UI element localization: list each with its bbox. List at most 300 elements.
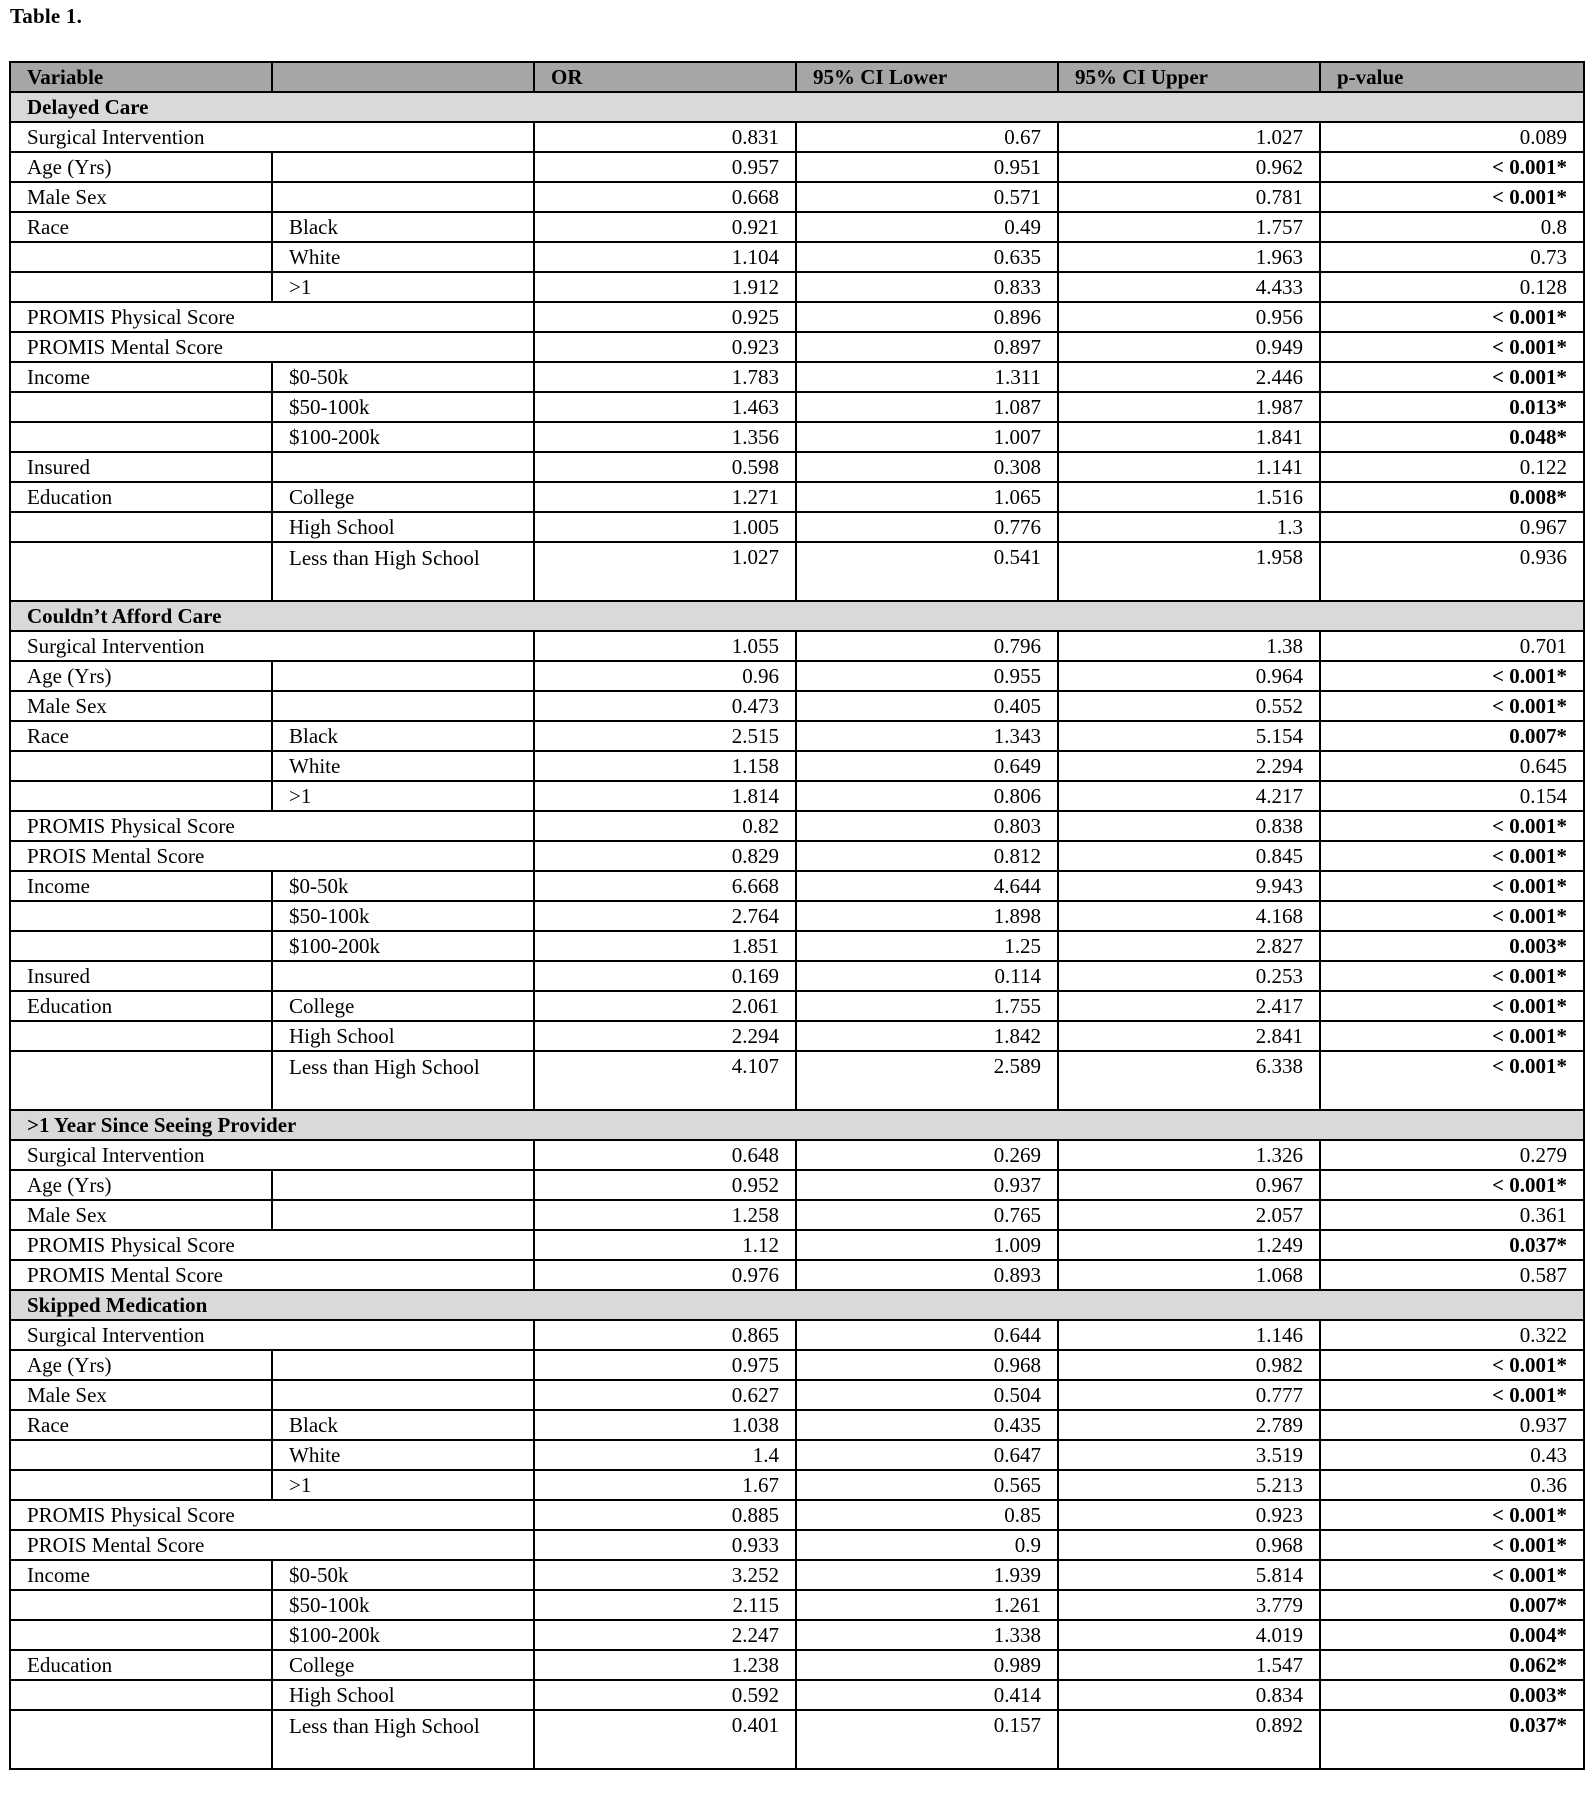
section-title: Skipped Medication: [10, 1290, 1584, 1320]
p-value-cell: 0.701: [1320, 631, 1584, 661]
or-cell: 0.96: [534, 661, 796, 691]
variable-cell: [10, 1710, 272, 1769]
subcategory-cell: College: [272, 991, 534, 1021]
variable-cell: PROMIS Physical Score: [10, 811, 534, 841]
ci-lower-cell: 1.009: [796, 1230, 1058, 1260]
ci-lower-cell: 0.937: [796, 1170, 1058, 1200]
p-value-cell: < 0.001*: [1320, 182, 1584, 212]
p-value-cell: 0.004*: [1320, 1620, 1584, 1650]
or-cell: 1.271: [534, 482, 796, 512]
p-value-cell: < 0.001*: [1320, 1021, 1584, 1051]
header-ci-lower: 95% CI Lower: [796, 62, 1058, 92]
ci-upper-cell: 5.213: [1058, 1470, 1320, 1500]
subcategory-cell: [272, 961, 534, 991]
table-row: [10, 1350, 1584, 1380]
ci-lower-cell: 1.087: [796, 392, 1058, 422]
ci-upper-cell: 1.326: [1058, 1140, 1320, 1170]
variable-cell: Education: [10, 482, 272, 512]
table-row: [10, 901, 1584, 931]
ci-lower-cell: 2.589: [796, 1051, 1058, 1110]
variable-cell: Age (Yrs): [10, 1350, 272, 1380]
ci-lower-cell: 1.842: [796, 1021, 1058, 1051]
ci-upper-cell: 0.923: [1058, 1500, 1320, 1530]
ci-lower-cell: 0.812: [796, 841, 1058, 871]
or-cell: 0.865: [534, 1320, 796, 1350]
or-cell: 1.67: [534, 1470, 796, 1500]
or-cell: 1.038: [534, 1410, 796, 1440]
variable-cell: [10, 422, 272, 452]
p-value-cell: 0.43: [1320, 1440, 1584, 1470]
or-cell: 1.912: [534, 272, 796, 302]
p-value-cell: 0.003*: [1320, 931, 1584, 961]
subcategory-cell: High School: [272, 1021, 534, 1051]
p-value-cell: < 0.001*: [1320, 871, 1584, 901]
p-value-cell: 0.36: [1320, 1470, 1584, 1500]
p-value-cell: < 0.001*: [1320, 841, 1584, 871]
variable-cell: PROIS Mental Score: [10, 1530, 534, 1560]
or-cell: 0.957: [534, 152, 796, 182]
p-value-cell: 0.062*: [1320, 1650, 1584, 1680]
table-row: [10, 182, 1584, 212]
table-row: [10, 302, 1584, 332]
or-cell: 1.158: [534, 751, 796, 781]
subcategory-cell: White: [272, 242, 534, 272]
table-row: [10, 631, 1584, 661]
or-cell: 1.851: [534, 931, 796, 961]
p-value-cell: 0.007*: [1320, 1590, 1584, 1620]
table-header: [10, 62, 1584, 92]
table-row: [10, 272, 1584, 302]
ci-lower-cell: 1.261: [796, 1590, 1058, 1620]
p-value-cell: 0.007*: [1320, 721, 1584, 751]
variable-cell: Age (Yrs): [10, 1170, 272, 1200]
or-cell: 4.107: [534, 1051, 796, 1110]
p-value-cell: < 0.001*: [1320, 332, 1584, 362]
table-row: [10, 1410, 1584, 1440]
ci-lower-cell: 0.989: [796, 1650, 1058, 1680]
ci-upper-cell: 6.338: [1058, 1051, 1320, 1110]
subcategory-cell: $50-100k: [272, 901, 534, 931]
or-cell: 0.921: [534, 212, 796, 242]
ci-upper-cell: 4.433: [1058, 272, 1320, 302]
p-value-cell: < 0.001*: [1320, 1500, 1584, 1530]
ci-upper-cell: 0.967: [1058, 1170, 1320, 1200]
ci-upper-cell: 0.962: [1058, 152, 1320, 182]
or-cell: 2.515: [534, 721, 796, 751]
subcategory-cell: $0-50k: [272, 871, 534, 901]
table-row: [10, 1140, 1584, 1170]
table-row: [10, 482, 1584, 512]
p-value-cell: 0.8: [1320, 212, 1584, 242]
or-cell: 1.258: [534, 1200, 796, 1230]
variable-cell: Surgical Intervention: [10, 1140, 534, 1170]
or-cell: 1.005: [534, 512, 796, 542]
ci-upper-cell: 1.841: [1058, 422, 1320, 452]
table-row: [10, 1380, 1584, 1410]
subcategory-cell: [272, 182, 534, 212]
table-row: [10, 1021, 1584, 1051]
or-cell: 1.238: [534, 1650, 796, 1680]
subcategory-cell: $100-200k: [272, 931, 534, 961]
table-row: [10, 1320, 1584, 1350]
ci-upper-cell: 2.789: [1058, 1410, 1320, 1440]
p-value-cell: 0.322: [1320, 1320, 1584, 1350]
table-row: [10, 781, 1584, 811]
ci-lower-cell: 1.007: [796, 422, 1058, 452]
ci-upper-cell: 4.217: [1058, 781, 1320, 811]
ci-lower-cell: 1.25: [796, 931, 1058, 961]
variable-cell: PROMIS Mental Score: [10, 1260, 534, 1290]
subcategory-cell: Less than High School: [272, 1710, 534, 1769]
variable-cell: Income: [10, 1560, 272, 1590]
ci-upper-cell: 4.168: [1058, 901, 1320, 931]
header-row: [10, 62, 1584, 92]
or-cell: 2.294: [534, 1021, 796, 1051]
ci-lower-cell: 1.311: [796, 362, 1058, 392]
p-value-cell: 0.361: [1320, 1200, 1584, 1230]
or-cell: 2.247: [534, 1620, 796, 1650]
or-cell: 1.356: [534, 422, 796, 452]
ci-upper-cell: 0.253: [1058, 961, 1320, 991]
p-value-cell: 0.936: [1320, 542, 1584, 601]
or-cell: 0.82: [534, 811, 796, 841]
variable-cell: PROMIS Physical Score: [10, 302, 534, 332]
variable-cell: Surgical Intervention: [10, 631, 534, 661]
table-row: [10, 931, 1584, 961]
or-cell: 0.952: [534, 1170, 796, 1200]
ci-upper-cell: 5.154: [1058, 721, 1320, 751]
ci-upper-cell: 1.38: [1058, 631, 1320, 661]
ci-lower-cell: 1.065: [796, 482, 1058, 512]
p-value-cell: 0.008*: [1320, 482, 1584, 512]
subcategory-cell: White: [272, 751, 534, 781]
ci-upper-cell: 1.027: [1058, 122, 1320, 152]
variable-cell: [10, 542, 272, 601]
ci-lower-cell: 0.896: [796, 302, 1058, 332]
table-row: [10, 661, 1584, 691]
subcategory-cell: White: [272, 1440, 534, 1470]
ci-upper-cell: 0.777: [1058, 1380, 1320, 1410]
table-caption: Table 1.: [10, 4, 83, 28]
variable-cell: [10, 1680, 272, 1710]
ci-lower-cell: 0.67: [796, 122, 1058, 152]
ci-lower-cell: 0.49: [796, 212, 1058, 242]
table-row: [10, 1530, 1584, 1560]
table-row: [10, 1710, 1584, 1769]
or-cell: 1.104: [534, 242, 796, 272]
or-cell: 2.764: [534, 901, 796, 931]
variable-cell: [10, 1590, 272, 1620]
table-row: [10, 1170, 1584, 1200]
table-row: [10, 1200, 1584, 1230]
subcategory-cell: [272, 1350, 534, 1380]
ci-lower-cell: 0.9: [796, 1530, 1058, 1560]
ci-lower-cell: 0.833: [796, 272, 1058, 302]
ci-upper-cell: 3.519: [1058, 1440, 1320, 1470]
variable-cell: Age (Yrs): [10, 152, 272, 182]
p-value-cell: < 0.001*: [1320, 1380, 1584, 1410]
p-value-cell: < 0.001*: [1320, 1560, 1584, 1590]
p-value-cell: < 0.001*: [1320, 961, 1584, 991]
p-value-cell: 0.937: [1320, 1410, 1584, 1440]
ci-lower-cell: 0.541: [796, 542, 1058, 601]
subcategory-cell: High School: [272, 1680, 534, 1710]
subcategory-cell: >1: [272, 781, 534, 811]
variable-cell: [10, 901, 272, 931]
variable-cell: Education: [10, 1650, 272, 1680]
ci-lower-cell: 0.157: [796, 1710, 1058, 1769]
ci-upper-cell: 1.068: [1058, 1260, 1320, 1290]
or-cell: 0.976: [534, 1260, 796, 1290]
or-cell: 0.975: [534, 1350, 796, 1380]
table-row: [10, 332, 1584, 362]
table-row: [10, 542, 1584, 601]
ci-upper-cell: 1.3: [1058, 512, 1320, 542]
or-cell: 0.933: [534, 1530, 796, 1560]
table-row: [10, 1260, 1584, 1290]
or-cell: 1.12: [534, 1230, 796, 1260]
p-value-cell: 0.089: [1320, 122, 1584, 152]
variable-cell: [10, 242, 272, 272]
ci-lower-cell: 0.114: [796, 961, 1058, 991]
ci-upper-cell: 0.838: [1058, 811, 1320, 841]
ci-lower-cell: 0.635: [796, 242, 1058, 272]
p-value-cell: < 0.001*: [1320, 691, 1584, 721]
header-p-value: p-value: [1320, 62, 1584, 92]
table-row: [10, 871, 1584, 901]
ci-upper-cell: 1.958: [1058, 542, 1320, 601]
subcategory-cell: Black: [272, 1410, 534, 1440]
odds-ratio-table: [9, 61, 1585, 1770]
table-body: [10, 92, 1584, 1769]
ci-lower-cell: 0.806: [796, 781, 1058, 811]
variable-cell: Education: [10, 991, 272, 1021]
table-row: [10, 422, 1584, 452]
subcategory-cell: [272, 152, 534, 182]
p-value-cell: 0.967: [1320, 512, 1584, 542]
section-title: Couldn’t Afford Care: [10, 601, 1584, 631]
subcategory-cell: College: [272, 482, 534, 512]
table-row: [10, 212, 1584, 242]
variable-cell: [10, 1440, 272, 1470]
ci-upper-cell: 3.779: [1058, 1590, 1320, 1620]
subcategory-cell: $50-100k: [272, 1590, 534, 1620]
variable-cell: Age (Yrs): [10, 661, 272, 691]
variable-cell: [10, 781, 272, 811]
ci-upper-cell: 1.757: [1058, 212, 1320, 242]
table-row: [10, 362, 1584, 392]
ci-lower-cell: 0.571: [796, 182, 1058, 212]
p-value-cell: 0.587: [1320, 1260, 1584, 1290]
variable-cell: [10, 751, 272, 781]
ci-lower-cell: 0.308: [796, 452, 1058, 482]
table-row: [10, 751, 1584, 781]
table-row: [10, 122, 1584, 152]
table-row: [10, 1440, 1584, 1470]
or-cell: 0.923: [534, 332, 796, 362]
ci-lower-cell: 0.405: [796, 691, 1058, 721]
subcategory-cell: [272, 691, 534, 721]
variable-cell: PROMIS Physical Score: [10, 1500, 534, 1530]
ci-lower-cell: 1.898: [796, 901, 1058, 931]
p-value-cell: < 0.001*: [1320, 302, 1584, 332]
table-row: [10, 1650, 1584, 1680]
variable-cell: [10, 1620, 272, 1650]
p-value-cell: < 0.001*: [1320, 811, 1584, 841]
p-value-cell: < 0.001*: [1320, 991, 1584, 1021]
variable-cell: [10, 931, 272, 961]
section-row: [10, 601, 1584, 631]
p-value-cell: < 0.001*: [1320, 1350, 1584, 1380]
or-cell: 0.648: [534, 1140, 796, 1170]
table-row: [10, 1680, 1584, 1710]
ci-lower-cell: 0.649: [796, 751, 1058, 781]
ci-upper-cell: 0.834: [1058, 1680, 1320, 1710]
variable-cell: Race: [10, 212, 272, 242]
ci-upper-cell: 0.845: [1058, 841, 1320, 871]
or-cell: 0.885: [534, 1500, 796, 1530]
ci-upper-cell: 0.956: [1058, 302, 1320, 332]
ci-upper-cell: 1.146: [1058, 1320, 1320, 1350]
table-row: [10, 1560, 1584, 1590]
ci-lower-cell: 0.796: [796, 631, 1058, 661]
table-row: [10, 961, 1584, 991]
subcategory-cell: >1: [272, 272, 534, 302]
subcategory-cell: High School: [272, 512, 534, 542]
table-row: [10, 512, 1584, 542]
subcategory-cell: Black: [272, 212, 534, 242]
ci-upper-cell: 9.943: [1058, 871, 1320, 901]
p-value-cell: 0.003*: [1320, 1680, 1584, 1710]
ci-lower-cell: 0.269: [796, 1140, 1058, 1170]
or-cell: 1.814: [534, 781, 796, 811]
table-row: [10, 1500, 1584, 1530]
table-row: [10, 1470, 1584, 1500]
p-value-cell: 0.645: [1320, 751, 1584, 781]
subcategory-cell: College: [272, 1650, 534, 1680]
ci-lower-cell: 1.338: [796, 1620, 1058, 1650]
section-title: Delayed Care: [10, 92, 1584, 122]
p-value-cell: 0.122: [1320, 452, 1584, 482]
ci-lower-cell: 4.644: [796, 871, 1058, 901]
variable-cell: PROIS Mental Score: [10, 841, 534, 871]
ci-upper-cell: 2.446: [1058, 362, 1320, 392]
p-value-cell: 0.013*: [1320, 392, 1584, 422]
table-row: [10, 1230, 1584, 1260]
variable-cell: Male Sex: [10, 1380, 272, 1410]
subcategory-cell: [272, 1170, 534, 1200]
or-cell: 0.831: [534, 122, 796, 152]
header-or: OR: [534, 62, 796, 92]
or-cell: 0.829: [534, 841, 796, 871]
p-value-cell: 0.037*: [1320, 1230, 1584, 1260]
variable-cell: [10, 1021, 272, 1051]
subcategory-cell: [272, 1200, 534, 1230]
subcategory-cell: $100-200k: [272, 422, 534, 452]
ci-upper-cell: 2.841: [1058, 1021, 1320, 1051]
subcategory-cell: $0-50k: [272, 1560, 534, 1590]
table-row: [10, 721, 1584, 751]
variable-cell: Race: [10, 1410, 272, 1440]
or-cell: 2.061: [534, 991, 796, 1021]
header-subcategory: [272, 62, 534, 92]
variable-cell: Income: [10, 362, 272, 392]
ci-upper-cell: 1.141: [1058, 452, 1320, 482]
variable-cell: [10, 1470, 272, 1500]
subcategory-cell: $100-200k: [272, 1620, 534, 1650]
table-row: [10, 841, 1584, 871]
ci-lower-cell: 0.803: [796, 811, 1058, 841]
section-row: [10, 92, 1584, 122]
ci-lower-cell: 0.765: [796, 1200, 1058, 1230]
ci-lower-cell: 0.414: [796, 1680, 1058, 1710]
ci-upper-cell: 0.968: [1058, 1530, 1320, 1560]
ci-upper-cell: 1.547: [1058, 1650, 1320, 1680]
or-cell: 0.627: [534, 1380, 796, 1410]
variable-cell: Race: [10, 721, 272, 751]
ci-lower-cell: 0.504: [796, 1380, 1058, 1410]
ci-lower-cell: 0.565: [796, 1470, 1058, 1500]
or-cell: 1.027: [534, 542, 796, 601]
subcategory-cell: $50-100k: [272, 392, 534, 422]
variable-cell: Surgical Intervention: [10, 1320, 534, 1350]
ci-upper-cell: 2.057: [1058, 1200, 1320, 1230]
ci-upper-cell: 0.982: [1058, 1350, 1320, 1380]
variable-cell: [10, 392, 272, 422]
header-ci-upper: 95% CI Upper: [1058, 62, 1320, 92]
ci-lower-cell: 0.85: [796, 1500, 1058, 1530]
variable-cell: Insured: [10, 961, 272, 991]
or-cell: 0.473: [534, 691, 796, 721]
ci-lower-cell: 0.951: [796, 152, 1058, 182]
p-value-cell: 0.279: [1320, 1140, 1584, 1170]
or-cell: 3.252: [534, 1560, 796, 1590]
subcategory-cell: >1: [272, 1470, 534, 1500]
ci-upper-cell: 2.827: [1058, 931, 1320, 961]
ci-lower-cell: 0.776: [796, 512, 1058, 542]
section-row: [10, 1110, 1584, 1140]
or-cell: 1.783: [534, 362, 796, 392]
p-value-cell: 0.037*: [1320, 1710, 1584, 1769]
ci-upper-cell: 1.963: [1058, 242, 1320, 272]
variable-cell: PROMIS Physical Score: [10, 1230, 534, 1260]
subcategory-cell: Black: [272, 721, 534, 751]
ci-upper-cell: 0.949: [1058, 332, 1320, 362]
variable-cell: Male Sex: [10, 691, 272, 721]
table-row: [10, 152, 1584, 182]
ci-upper-cell: 0.781: [1058, 182, 1320, 212]
or-cell: 0.925: [534, 302, 796, 332]
section-row: [10, 1290, 1584, 1320]
or-cell: 1.463: [534, 392, 796, 422]
variable-cell: Male Sex: [10, 182, 272, 212]
p-value-cell: 0.128: [1320, 272, 1584, 302]
variable-cell: [10, 272, 272, 302]
or-cell: 0.598: [534, 452, 796, 482]
p-value-cell: 0.154: [1320, 781, 1584, 811]
table-row: [10, 1590, 1584, 1620]
ci-upper-cell: 4.019: [1058, 1620, 1320, 1650]
ci-upper-cell: 1.987: [1058, 392, 1320, 422]
p-value-cell: < 0.001*: [1320, 152, 1584, 182]
ci-lower-cell: 0.644: [796, 1320, 1058, 1350]
ci-lower-cell: 0.435: [796, 1410, 1058, 1440]
or-cell: 0.592: [534, 1680, 796, 1710]
ci-upper-cell: 0.892: [1058, 1710, 1320, 1769]
variable-cell: [10, 512, 272, 542]
ci-upper-cell: 2.417: [1058, 991, 1320, 1021]
p-value-cell: < 0.001*: [1320, 1170, 1584, 1200]
